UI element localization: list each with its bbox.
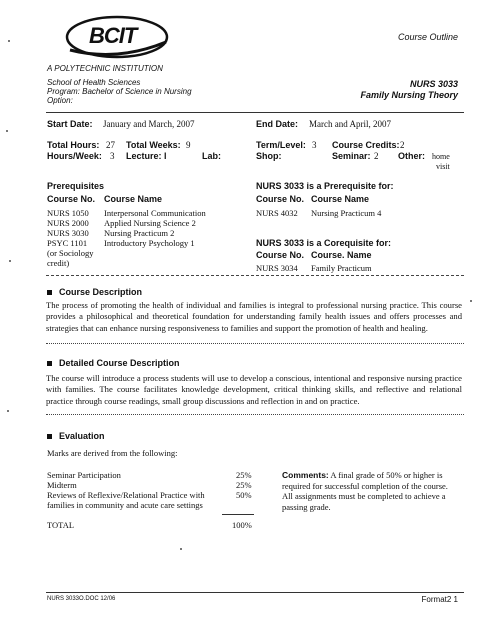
prereq-for-col-no: Course No.: [256, 194, 305, 204]
other-value-1: home: [432, 152, 450, 161]
shop-label: Shop:: [256, 151, 282, 161]
course-code: NURS 3033: [409, 79, 458, 89]
header-rule: [46, 112, 464, 113]
section-divider: [46, 414, 464, 415]
tagline: A POLYTECHNIC INSTITUTION: [47, 64, 163, 73]
footer-right: Format2 1: [421, 595, 458, 604]
comments-line: passing grade.: [282, 501, 331, 512]
prereq-name: Applied Nursing Science 2: [104, 218, 196, 228]
bullet-icon: [47, 361, 52, 366]
scan-speck: [7, 410, 9, 412]
detailed-description-heading: [47, 358, 180, 368]
prereq-no: credit): [47, 258, 70, 268]
heading-text: Evaluation: [59, 431, 105, 441]
footer-rule: [46, 592, 464, 593]
scan-speck: [8, 40, 10, 42]
prereq-for-name: Nursing Practicum 4: [311, 208, 382, 218]
doc-type: Course Outline: [397, 32, 458, 42]
total-weeks-label: Total Weeks:: [126, 140, 181, 150]
evaluation-intro: Marks are derived from the following:: [47, 448, 178, 458]
comments-label: Comments:: [282, 470, 329, 480]
prereq-no: NURS 2000: [47, 218, 89, 228]
hours-week-value: 3: [110, 151, 115, 161]
prereq-name: Interpersonal Communication: [104, 208, 206, 218]
prereq-no: NURS 1050: [47, 208, 89, 218]
coreq-col-no: Course No.: [256, 250, 305, 260]
detailed-description-text: The course will introduce a process students will use to develop a conscious, intentional and responsive nursing practice with families. The course facilitates knowledge development, critical thinking skills, and reflective and relational practice through course readings, small group discussions and reflection in and on practice.: [46, 373, 462, 406]
bullet-icon: [47, 290, 52, 295]
scan-speck: [470, 300, 472, 302]
evaluation-item: Reviews of Reflexive/Relational Practice with: [47, 490, 205, 500]
coreq-col-name: Course. Name: [311, 250, 372, 260]
evaluation-item: Seminar Participation: [47, 470, 121, 480]
section-divider: [46, 343, 464, 344]
total-hours-label: Total Hours:: [47, 140, 100, 150]
other-value-2: visit: [436, 162, 450, 171]
bullet-icon: [47, 434, 52, 439]
bcit-logo: [62, 12, 172, 62]
scan-speck: [180, 548, 182, 550]
coreq-title: NURS 3033 is a Corequisite for:: [256, 238, 392, 248]
prereq-for-title: NURS 3033 is a Prerequisite for:: [256, 181, 394, 191]
total-hours-value: 27: [106, 140, 115, 150]
end-date-label: End Date:: [256, 119, 299, 129]
comments-line: required for successful completion of the course.: [282, 480, 448, 491]
evaluation-item: families in community and acute care settings: [47, 500, 203, 510]
coreq-name: Family Practicum: [311, 263, 372, 273]
prereq-no: (or Sociology: [47, 248, 94, 258]
course-title: Family Nursing Theory: [360, 90, 458, 100]
scan-speck: [6, 130, 8, 132]
term-value: 3: [312, 140, 317, 150]
start-date-label: Start Date:: [47, 119, 93, 129]
total-pct: 100%: [232, 520, 252, 530]
prerequisites-title: Prerequisites: [47, 181, 105, 191]
heading-text: Detailed Course Description: [59, 358, 180, 368]
lecture-label: Lecture: l: [126, 151, 167, 161]
evaluation-pct: 25%: [236, 470, 252, 480]
evaluation-heading: [47, 431, 105, 441]
scan-speck: [9, 260, 11, 262]
evaluation-pct: 50%: [236, 490, 252, 500]
prereq-name: Introductory Psychology 1: [104, 238, 195, 248]
start-date-value: January and March, 2007: [103, 119, 195, 129]
total-rule: [222, 514, 254, 515]
prereq-for-no: NURS 4032: [256, 208, 298, 218]
total-weeks-value: 9: [186, 140, 191, 150]
total-label: TOTAL: [47, 520, 75, 530]
course-description-text: The process of promoting the health of individual and families is integral to professional nursing practice. This course provides a philosophical and theoretical foundation for understanding family health issues and offers processes and strategies that can enhance nursing responsiveness to families and support the promotion of health and healing.: [46, 300, 462, 333]
seminar-value: 2: [374, 151, 379, 161]
coreq-no: NURS 3034: [256, 263, 298, 273]
lab-label: Lab:: [202, 151, 221, 161]
credits-label: Course Credits:: [332, 140, 400, 150]
option-label: Option:: [47, 96, 73, 105]
hours-week-label: Hours/Week:: [47, 151, 102, 161]
section-divider: [46, 275, 464, 276]
footer-left: NURS 3033O.DOC 12/06: [47, 596, 116, 602]
prereq-no: NURS 3030: [47, 228, 89, 238]
comments-line: All assignments must be completed to achieve a: [282, 491, 446, 501]
heading-text: Course Description: [59, 287, 143, 297]
seminar-label: Seminar:: [332, 151, 371, 161]
comments-block: [282, 470, 448, 512]
prereq-no: PSYC 1101: [47, 238, 88, 248]
prereq-name: Nursing Practicum 2: [104, 228, 175, 238]
comments-line: A final grade of 50% or higher is: [330, 470, 443, 480]
evaluation-pct: 25%: [236, 480, 252, 490]
evaluation-item: Midterm: [47, 480, 77, 490]
course-description-heading: [47, 287, 142, 297]
end-date-value: March and April, 2007: [309, 119, 391, 129]
prereq-for-col-name: Course Name: [311, 194, 370, 204]
program-name: Program: Bachelor of Science in Nursing: [47, 87, 192, 96]
prereq-col-name: Course Name: [104, 194, 163, 204]
term-label: Term/Level:: [256, 140, 306, 150]
logo-text: BCIT: [89, 23, 137, 48]
credits-value: 2: [400, 140, 405, 150]
school-name: School of Health Sciences: [47, 78, 141, 87]
other-label: Other:: [398, 151, 425, 161]
prereq-col-no: Course No.: [47, 194, 96, 204]
